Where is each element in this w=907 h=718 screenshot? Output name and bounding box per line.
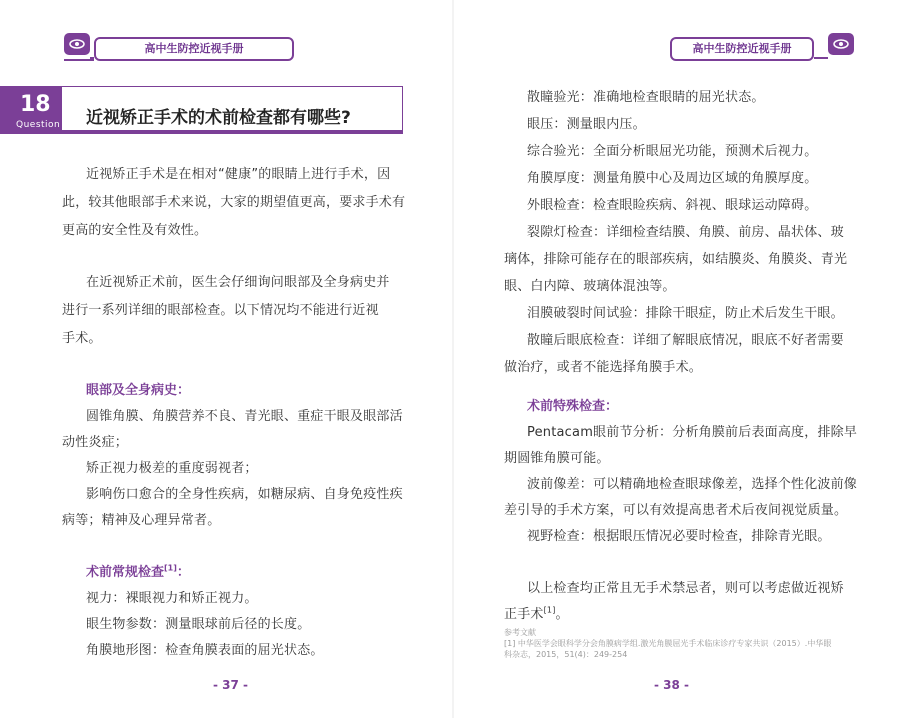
list-item: 视力：裸眼视力和矫正视力。 <box>86 591 258 606</box>
list-item: 影响伤口愈合的全身性疾病，如糖尿病、自身免疫性疾 <box>86 487 403 502</box>
list-item: 角膜地形图：检查角膜表面的屈光状态。 <box>86 643 324 658</box>
header-right <box>670 37 870 59</box>
list-item: 散瞳验光：准确地检查眼睛的屈光状态。 <box>527 90 765 105</box>
list-item: Pentacam眼前节分析：分析角膜前后表面高度，排除早 <box>527 425 858 440</box>
list-item: 圆锥角膜、角膜营养不良、青光眼、重症干眼及眼部活 <box>86 409 403 424</box>
header-underline <box>64 59 94 61</box>
reference-heading: 参考文献 <box>504 628 536 637</box>
list-item: 差引导的手术方案，可以有效提高患者术后夜间视觉质量。 <box>504 503 848 518</box>
paragraph-line: 更高的安全性及有效性。 <box>62 223 208 238</box>
question-number: 18 <box>20 92 51 117</box>
citation-mark: [1] <box>164 563 177 573</box>
page-title: 近视矫正手术的术前检查都有哪些? <box>86 108 351 128</box>
header-line <box>814 57 828 59</box>
list-item: 病等；精神及心理异常者。 <box>62 513 221 528</box>
conclusion-period: 。 <box>555 607 569 622</box>
paragraph-line: 手术。 <box>62 331 102 346</box>
header-left <box>64 37 324 59</box>
section-heading-routine <box>86 561 190 580</box>
list-item: 眼生物参数：测量眼球前后径的长度。 <box>86 617 311 632</box>
list-item: 期圆锥角膜可能。 <box>504 451 610 466</box>
eye-icon <box>64 33 90 55</box>
list-item: 眼压：测量眼内压。 <box>527 117 646 132</box>
paragraph-line: 此，较其他眼部手术来说，大家的期望值更高，要求手术有 <box>62 195 406 210</box>
list-item: 眼、白内障、玻璃体混浊等。 <box>504 279 676 294</box>
page-number: - 38 - <box>654 678 690 692</box>
citation-mark: [1] <box>543 605 556 615</box>
list-item: 角膜厚度：测量角膜中心及周边区域的角膜厚度。 <box>527 171 818 186</box>
section-heading: 眼部及全身病史： <box>86 383 191 398</box>
list-item: 波前像差：可以精确地检查眼球像差，选择个性化波前像 <box>527 477 858 492</box>
list-item: 综合验光：全面分析眼屈光功能，预测术后视力。 <box>527 144 818 159</box>
reference-line: [1] 中华医学会眼科学分会角膜病学组.激光角膜屈光手术临床诊疗专家共识（2015）.中华眼 <box>504 639 832 648</box>
list-item: 璃体，排除可能存在的眼部疾病，如结膜炎、角膜炎、青光 <box>504 252 848 267</box>
list-item: 裂隙灯检查：详细检查结膜、角膜、前房、晶状体、玻 <box>527 225 844 240</box>
eye-icon <box>828 33 854 55</box>
section-heading-text: 术前常规检查 <box>86 565 165 580</box>
paragraph-line-end <box>504 603 569 622</box>
paragraph-line: 以上检查均正常且无手术禁忌者，则可以考虑做近视矫 <box>527 581 844 596</box>
heading-colon: ： <box>176 565 190 580</box>
question-word: Question <box>16 120 61 130</box>
list-item: 矫正视力极差的重度弱视者； <box>86 461 258 476</box>
header-title: 高中生防控近视手册 <box>94 37 294 61</box>
title-underline <box>62 130 402 134</box>
question-badge <box>0 86 62 134</box>
page-number: - 37 - <box>213 678 249 692</box>
paragraph-line: 近视矫正手术是在相对“健康”的眼睛上进行手术，因 <box>86 167 391 182</box>
list-item: 视野检查：根据眼压情况必要时检查，排除青光眼。 <box>527 529 831 544</box>
reference-line: 科杂志，2015，51(4)：249-254 <box>504 650 628 659</box>
conclusion-text: 正手术 <box>504 607 544 622</box>
left-page <box>0 0 453 718</box>
list-item: 动性炎症； <box>62 435 129 450</box>
section-heading: 术前特殊检查： <box>527 399 619 414</box>
right-page <box>454 0 907 718</box>
paragraph-line: 在近视矫正术前，医生会仔细询问眼部及全身病史并 <box>86 275 390 290</box>
header-title: 高中生防控近视手册 <box>670 37 814 61</box>
list-item: 外眼检查：检查眼睑疾病、斜视、眼球运动障碍。 <box>527 198 818 213</box>
list-item: 散瞳后眼底检查：详细了解眼底情况，眼底不好者需要 <box>527 333 844 348</box>
list-item: 做治疗，或者不能选择角膜手术。 <box>504 360 703 375</box>
list-item: 泪膜破裂时间试验：排除干眼症，防止术后发生干眼。 <box>527 306 844 321</box>
paragraph-line: 进行一系列详细的眼部检查。以下情况均不能进行近视 <box>62 303 379 318</box>
